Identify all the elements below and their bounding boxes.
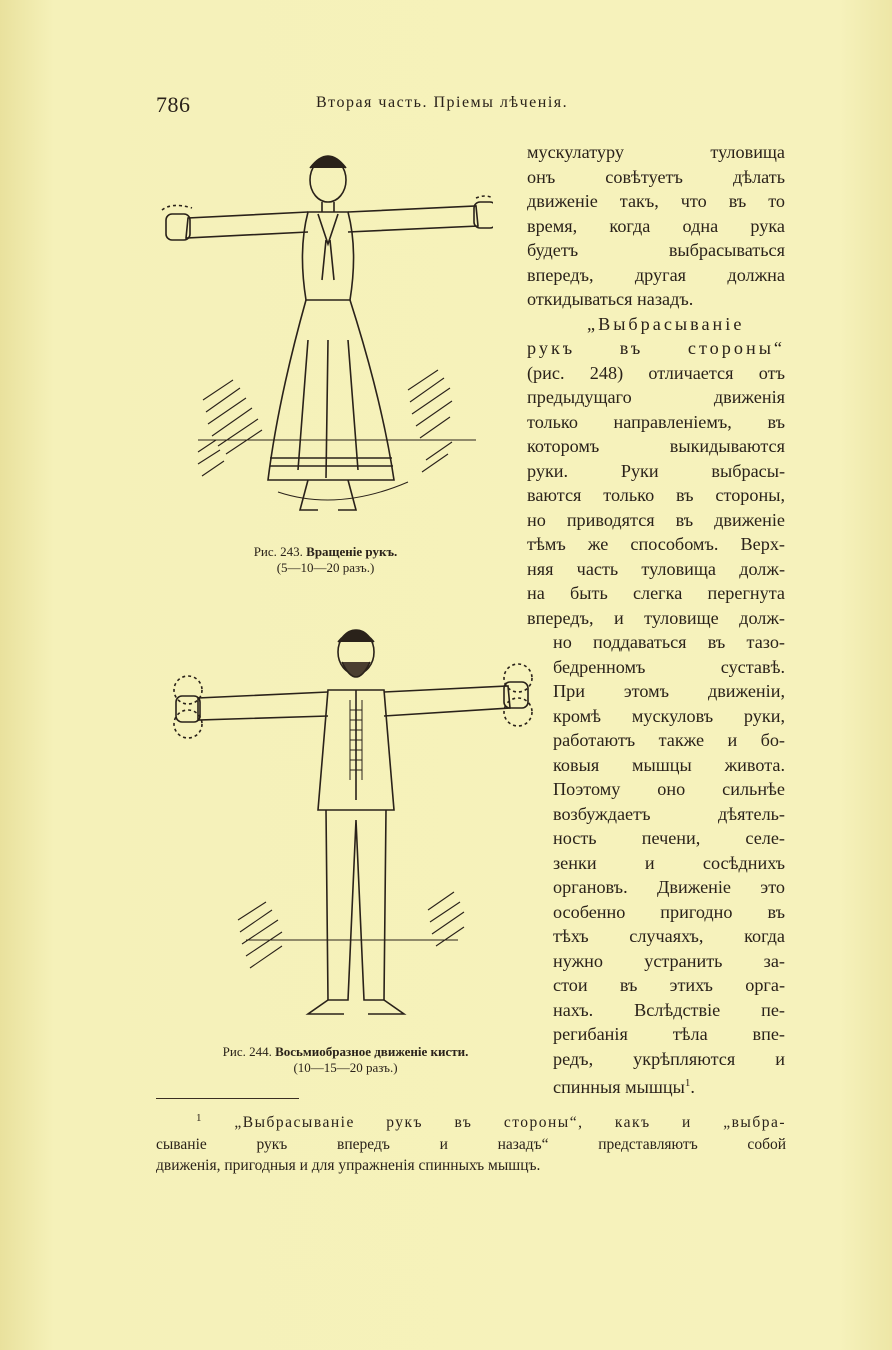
body-line: но приводятся въ движенiе <box>527 509 785 530</box>
footnote-line-1 <box>156 1108 786 1134</box>
body-line: онъ совѣтуетъ дѣлать <box>527 166 785 187</box>
body-line: Поэтому оно сильнѣе <box>553 779 785 799</box>
footnote-line-2: сыванiе рукъ впередъ и назадъ“ представляютъ собой <box>156 1135 786 1153</box>
footnote-line-3: движенiя, пригодныя и для упражненiя спинныхъ мышцъ. <box>156 1157 541 1175</box>
body-line: рукъ въ стороны“ <box>527 338 785 358</box>
body-line: будетъ выбрасываться <box>527 240 785 260</box>
body-line: ность печени, селе- <box>553 828 785 848</box>
body-line: на быть слегка перегнута <box>527 583 785 603</box>
body-line: откидываться назадъ. <box>527 289 694 309</box>
body-line: редъ, укрѣпляются и <box>553 1048 785 1069</box>
footnote <box>156 1108 786 1177</box>
figure-244-title: Восьмиобразное движенiе кисти. <box>275 1044 469 1059</box>
body-line: При этомъ движенiи, <box>553 681 785 701</box>
body-line: кромѣ мускуловъ руки, <box>553 705 785 726</box>
body-line: ковыя мышцы живота. <box>553 754 785 775</box>
footnote-divider <box>156 1098 299 1099</box>
body-line: тѣхъ случаяхъ, когда <box>553 926 785 946</box>
body-line: предыдущаго движенiя <box>527 387 785 407</box>
body-line: нужно устранить за- <box>553 950 785 971</box>
body-line: органовъ. Движенiе это <box>553 877 785 897</box>
figure-244-caption <box>223 1044 469 1076</box>
running-head <box>156 92 806 120</box>
body-line: няя часть туловища долж- <box>527 558 785 579</box>
body-line: которомъ выкидываются <box>527 436 785 456</box>
body-line: время, когда одна рука <box>527 215 785 236</box>
figure-243 <box>158 140 493 576</box>
body-line: тѣмъ же способомъ. Верх- <box>527 534 785 554</box>
figure-243-number: Рис. 243. <box>253 544 303 559</box>
body-line: ваются только въ стороны, <box>527 485 785 505</box>
body-line: особенно пригодно въ <box>553 901 785 922</box>
last-line-text: спинныя мышцы <box>553 1077 685 1098</box>
body-line: работаютъ также и бо- <box>553 730 785 750</box>
figure-243-title: Вращенiе рукъ. <box>306 544 398 559</box>
body-line: нахъ. Вслѣдствiе пе- <box>553 999 785 1020</box>
figure-243-caption <box>254 544 398 576</box>
paragraph-start: „Выбрасыванiе <box>587 313 745 334</box>
body-line: регибанiя тѣла впе- <box>553 1024 785 1044</box>
running-head-title: Вторая часть. Прiемы лѣченiя. <box>316 94 569 111</box>
paper-fold-mark <box>0 0 149 120</box>
figure-243-reps: (5—10—20 разъ.) <box>276 560 375 575</box>
narrow-text-block <box>553 630 785 1100</box>
body-line: мускулатуру туловища <box>527 142 785 162</box>
body-line: впередъ, и туловище долж- <box>527 607 785 628</box>
footnote-reference[interactable]: 1 <box>684 1077 691 1089</box>
body-line: стои въ этихъ орга- <box>553 975 785 995</box>
body-line: (рис. 248) отличается отъ <box>527 362 785 383</box>
body-line: бедренномъ суставѣ. <box>553 656 785 677</box>
body-line: движенiе такъ, что въ то <box>527 191 785 211</box>
page-number: 786 <box>156 92 191 117</box>
body-line: руки. Руки выбрасы- <box>527 460 785 481</box>
body-line: зенки и сосѣднихъ <box>553 852 785 873</box>
body-line: только направленiемъ, въ <box>527 411 785 432</box>
body-line: но поддаваться въ тазо- <box>553 632 785 652</box>
body-text-column <box>527 140 785 1100</box>
body-line: впередъ, другая должна <box>527 264 785 285</box>
body-line: возбуждаетъ дѣятель- <box>553 803 785 824</box>
figure-244 <box>158 620 533 1076</box>
figure-244-number: Рис. 244. <box>222 1044 272 1059</box>
footnote-marker: 1 <box>196 1112 203 1124</box>
figure-244-reps: (10—15—20 разъ.) <box>293 1060 398 1075</box>
man-figure-eight-illustration <box>158 620 533 1040</box>
body-line-last: спинныя мышцы$^1$. <box>553 1077 695 1098</box>
woman-arm-rotation-illustration <box>158 140 493 540</box>
footnote-text-1: „Выбрасыванiе рукъ въ стороны“, какъ и „выбра- <box>234 1114 786 1132</box>
